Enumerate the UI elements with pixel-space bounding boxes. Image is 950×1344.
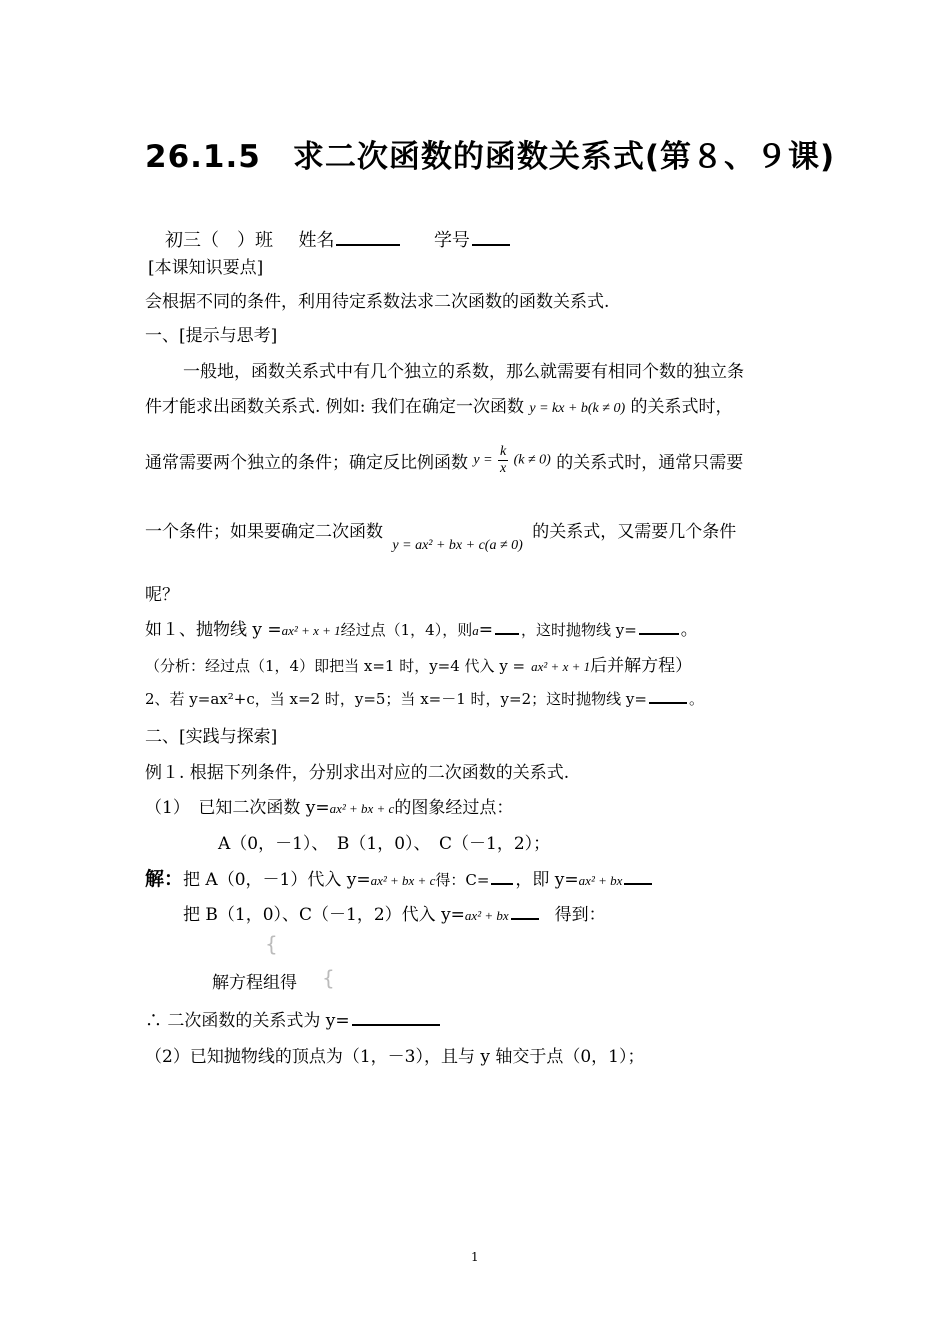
conclusion-blank xyxy=(352,1023,440,1026)
solution-step-2: 把 B（1，0）、C（－1，2）代入 y=ax² + bx 得到： xyxy=(183,905,606,925)
number-label: 学号 xyxy=(433,230,470,251)
conclusion: ∴ 二次函数的关系式为 y= xyxy=(145,1006,442,1031)
section-2-title: 二、[实践与探索] xyxy=(145,727,278,747)
solution-step-2-blank xyxy=(511,917,539,920)
key-points-text: 会根据不同的条件，利用待定系数法求二次函数的函数关系式. xyxy=(145,292,610,312)
name-label: 姓名 xyxy=(298,230,335,251)
section-key-points-title: [本课知识要点] xyxy=(148,258,264,278)
exercise-1-blank-y xyxy=(639,632,679,635)
page-number: 1 xyxy=(471,1250,479,1264)
analysis-hint: （分析：经过点（1，4）即把当 x=1 时，y=4 代入 y = ax² + x + 1后并解方程） xyxy=(145,656,693,676)
name-blank xyxy=(336,243,400,246)
solution-label: 解： xyxy=(145,868,184,890)
linear-function-formula: y = kx + b(k ≠ 0) xyxy=(529,401,626,416)
quadratic-function-formula: y = ax² + bx + c(a ≠ 0) xyxy=(392,538,523,553)
paragraph-line-4: 一个条件；如果要确定二次函数 $_{y = ax^2 + bx + c(a \ne 0)}$ 的关系式，又需要几个条件 xyxy=(145,522,737,553)
exercise-1-blank-a xyxy=(495,632,519,635)
exercise-1: 如１、抛物线 y =ax² + x + 1经过点（1，4），则a= ，这时抛物线 y= 。 xyxy=(145,620,698,640)
question-1: （1） 已知二次函数 y=ax² + bx + c的图象经过点： xyxy=(145,798,514,818)
class-label: 初三（ ）班 xyxy=(165,230,273,251)
question-1-points: A（0，－1）、 B（1，0）、 C（－1，2）； xyxy=(218,834,551,854)
number-blank xyxy=(472,243,510,246)
solution-system-brace-icon: { xyxy=(322,966,335,990)
solution-step-1: 解：把 A（0，－1）代入 y=ax² + bx + c得：C= ，即 y=ax² + bx xyxy=(145,864,654,891)
paragraph-line-3: 通常需要两个独立的条件；确定反比例函数 y = $\frac{k}{x}$ (k ≠ 0) 的关系式时，通常只需要 xyxy=(145,444,744,476)
paragraph-line-5: 呢？ xyxy=(145,585,179,605)
inverse-function-fraction: $\frac{k}{x}$ xyxy=(499,444,507,476)
inverse-function-lhs: y = xyxy=(473,452,493,468)
exercise-2-blank xyxy=(649,701,687,704)
paragraph-line-2: 件才能求出函数关系式. 例如: 我们在确定一次函数 y = kx + b(k ≠ 0) 的关系式时， xyxy=(145,397,733,417)
question-2: （2）已知抛物线的顶点为（1，－3），且与 y 轴交于点（0，1）； xyxy=(145,1047,645,1067)
example-1-title: 例１. 根据下列条件，分别求出对应的二次函数的关系式. xyxy=(145,763,570,783)
exercise-2: 2、若 y=ax²+c，当 x=2 时，y=5；当 x=－1 时，y=2；这时抛物线 y= 。 xyxy=(145,690,704,708)
solution-blank-c xyxy=(491,882,513,885)
student-info xyxy=(165,226,512,252)
solution-blank-y xyxy=(624,882,652,885)
solve-system-label: 解方程组得 xyxy=(212,973,297,993)
equation-system-brace-icon: { xyxy=(265,932,278,956)
paragraph-line-1: 一般地，函数关系式中有几个独立的系数，那么就需要有相同个数的独立条 xyxy=(183,362,744,382)
page-title: 26.1.5 求二次函数的函数关系式(第８、９课) xyxy=(145,139,836,175)
section-1-title: 一、[提示与思考] xyxy=(145,326,278,346)
